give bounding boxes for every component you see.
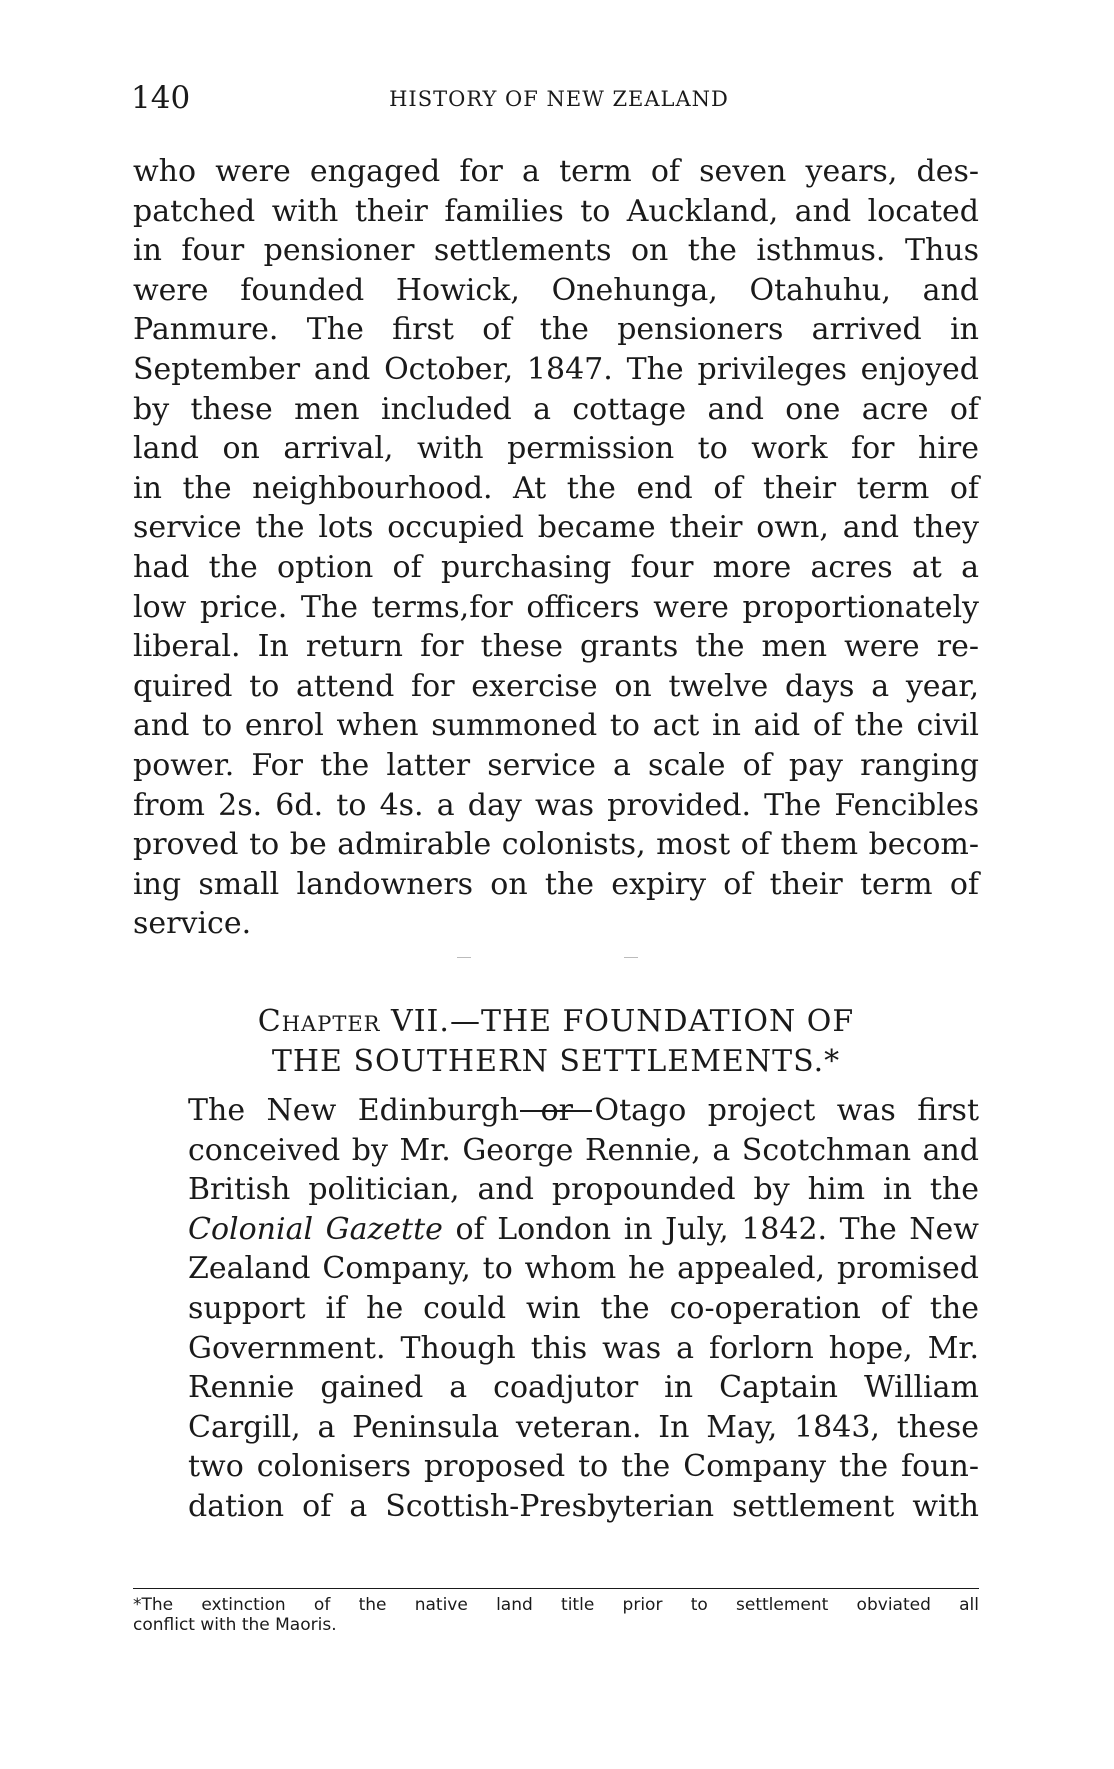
text-line: Zealand Company, to whom he appealed, promised <box>188 1251 979 1287</box>
text-segment: of London in July, 1842. The New <box>442 1211 979 1247</box>
footnote-rule <box>133 1588 979 1589</box>
separator-mark <box>624 957 638 958</box>
text-line: who were engaged for a term of seven years, des- <box>133 154 979 189</box>
separator-mark <box>457 957 471 958</box>
paragraph-otago <box>133 1091 979 1527</box>
footnote-line: *The extinction of the native land title prior to settlement obviated all <box>133 1595 979 1615</box>
text-line: service. <box>133 906 252 942</box>
text-line: proved to be admirable colonists, most of them becom- <box>133 827 979 863</box>
page-header <box>131 80 987 120</box>
text-line: low price. The terms,for officers were proportionately <box>133 589 979 625</box>
footnote-line: conflict with the Maoris. <box>133 1615 337 1635</box>
chapter-heading-line-2: THE SOUTHERN SETTLEMENTS.* <box>271 1044 841 1079</box>
text-line: September and October, 1847. The privileges enjoyed <box>133 351 979 387</box>
chapter-heading <box>133 1002 979 1082</box>
italic-title: Colonial Gazette <box>188 1211 443 1247</box>
text-line: patched with their families to Auckland, and located <box>133 193 979 229</box>
text-line: in the neighbourhood. At the end of their term of <box>133 470 979 506</box>
text-line <box>133 1210 979 1250</box>
text-line: Rennie gained a coadjutor in Captain William <box>188 1370 979 1406</box>
paragraph-fencibles <box>133 152 979 944</box>
text-line: power. For the latter service a scale of pay ranging <box>133 747 979 783</box>
page-number: 140 <box>131 80 191 116</box>
text-line: liberal. In return for these grants the men were re- <box>133 629 979 665</box>
text-line: British politician, and propounded by him in the <box>188 1172 979 1208</box>
chapter-label: Chapter <box>257 1004 381 1039</box>
text-line: two colonisers proposed to the Company the foun- <box>188 1449 979 1485</box>
text-line: land on arrival, with permission to work for hire <box>133 431 979 467</box>
text-line: conceived by Mr. George Rennie, a Scotchman and <box>188 1132 979 1168</box>
text-line: Government. Though this was a forlorn hope, Mr. <box>188 1330 979 1366</box>
text-line: were founded Howick, Onehunga, Otahuhu, and <box>133 272 979 308</box>
text-line: by these men included a cottage and one acre of <box>133 391 979 427</box>
text-line: Cargill, a Peninsula veteran. In May, 1843, these <box>188 1409 979 1445</box>
text-line: quired to attend for exercise on twelve days a year, <box>133 668 979 704</box>
text-line: ing small landowners on the expiry of their term of <box>133 866 979 902</box>
text-line: service the lots occupied became their own, and they <box>133 510 979 546</box>
text-line: Panmure. The first of the pensioners arrived in <box>133 312 979 348</box>
text-line: and to enrol when summoned to act in aid of the civil <box>133 708 979 744</box>
text-line: in four pensioner settlements on the isthmus. Thus <box>133 233 979 269</box>
text-line: dation of a Scottish-Presbyterian settlement with <box>188 1488 979 1524</box>
text-line: The New Edinburgh or Otago project was first <box>188 1093 979 1128</box>
chapter-title-part: VII.—THE FOUNDATION OF <box>380 1004 855 1039</box>
running-title: HISTORY OF NEW ZEALAND <box>389 87 729 111</box>
text-line: support if he could win the co-operation of the <box>188 1290 979 1326</box>
text-line: had the option of purchasing four more acres at a <box>133 549 979 585</box>
text-line: from 2s. 6d. to 4s. a day was provided. The Fencibles <box>133 787 979 823</box>
footnote <box>133 1595 979 1635</box>
chapter-heading-line-1 <box>133 1002 979 1042</box>
